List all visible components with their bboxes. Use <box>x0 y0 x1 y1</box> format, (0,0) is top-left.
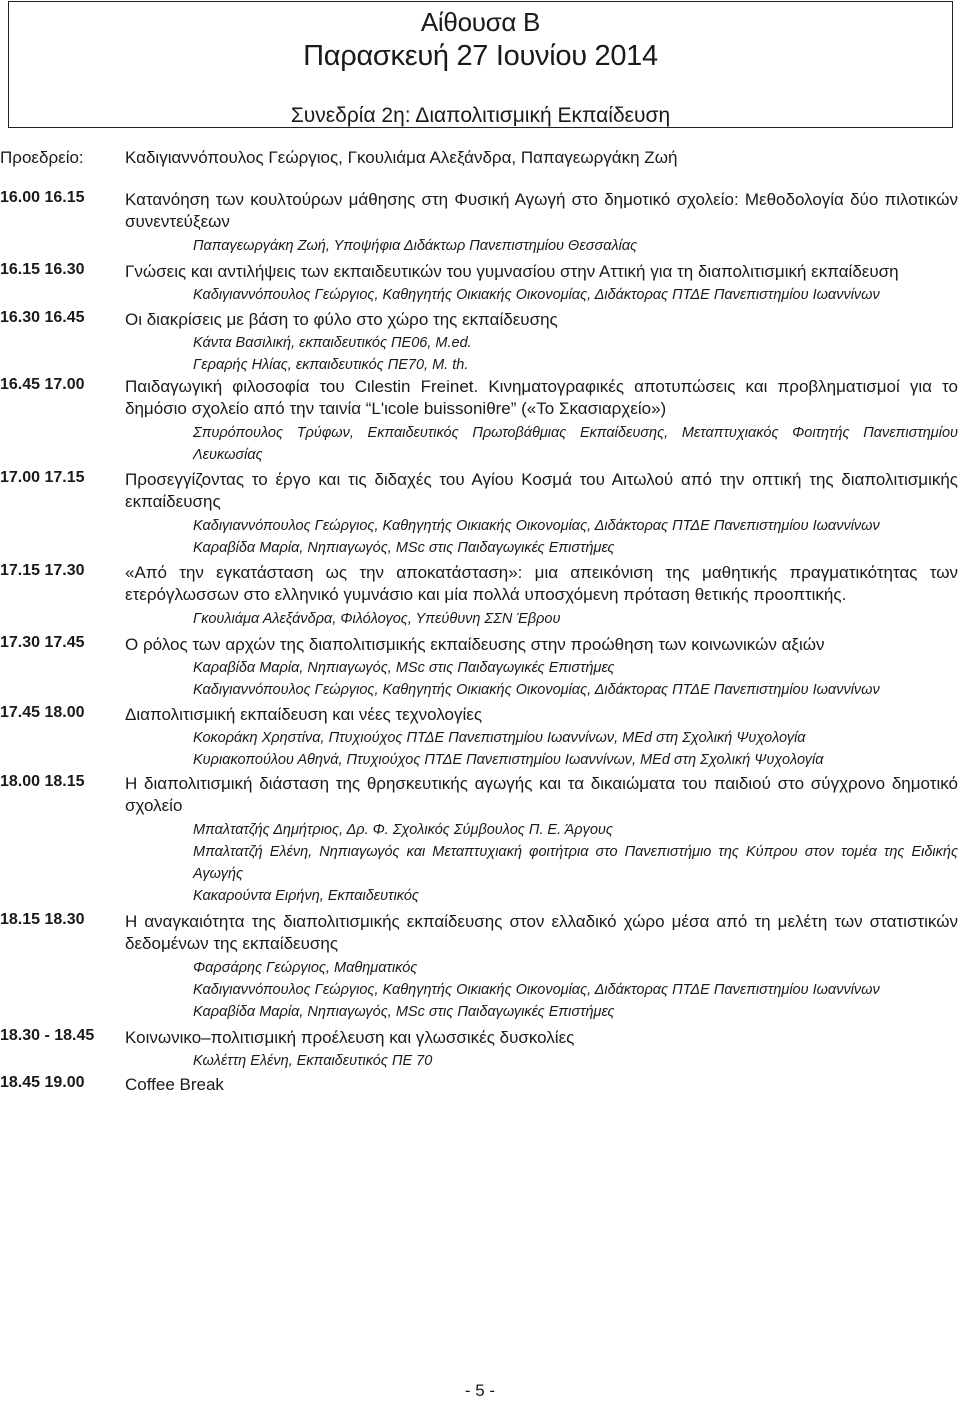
author-list <box>193 727 958 771</box>
author-list <box>193 608 958 630</box>
author-line: Κακαρούντα Ειρήνη, Εκπαιδευτικός <box>193 888 419 904</box>
talk-title: Γνώσεις και αντιλήψεις των εκπαιδευτικών του γυμνασίου στην Αττική για τη διαπολιτισμική εκπαίδευση <box>125 262 899 281</box>
talk-title: Παιδαγωγική φιλοσοφία του Cιlestin Freinet. Κινηματογραφικές αποτυπώσεις και προβληματισμοί για το δημόσιο σχολείο από την ταινία “L'ιcole buissoniθre” («Το Σκασιαρχείο») <box>125 377 958 418</box>
author-line: Σπυρόπουλος Τρύφων, Εκπαιδευτικός Πρωτοβάθμιας Εκπαίδευσης, Μεταπτυχιακός Φοιτητής Πανεπιστημίου Λευκωσίας <box>193 425 958 463</box>
slot-time: 17.45 18.00 <box>0 704 85 721</box>
slot-time: 18.00 18.15 <box>0 773 85 790</box>
author-line: Φαρσάρης Γεώργιος, Μαθηματικός <box>193 960 418 976</box>
slot-time: 18.15 18.30 <box>0 911 85 928</box>
room-label: Αίθουσα Β <box>420 7 541 37</box>
talk-title: Κοινωνικο–πολιτισμική προέλευση και γλωσσικές δυσκολίες <box>125 1028 575 1047</box>
slot-time: 17.30 17.45 <box>0 634 85 651</box>
author-line: Καδιγιαννόπουλος Γεώργιος, Καθηγητής Οικιακής Οικονομίας, Διδάκτορας ΠΤΔΕ Πανεπιστημίου Ιωαννίνων <box>193 982 880 998</box>
author-list <box>193 1050 958 1072</box>
author-line: Γκουλιάμα Αλεξάνδρα, Φιλόλογος, Υπεύθυνη ΣΣΝ Έβρου <box>193 611 561 627</box>
chair-label: Προεδρείο: <box>0 148 84 167</box>
author-line: Γεραρής Ηλίας, εκπαιδευτικός ΠΕ70, M. th. <box>193 357 469 373</box>
author-line: Καραβίδα Μαρία, Νηπιαγωγός, MSc στις Παιδαγωγικές Επιστήμες <box>193 1004 615 1020</box>
slot-time: 16.00 16.15 <box>0 189 85 206</box>
author-list <box>193 819 958 907</box>
author-line: Παπαγεωργάκη Ζωή, Υποψήφια Διδάκτωρ Πανεπιστημίου Θεσσαλίας <box>193 238 638 254</box>
talk-title: Διαπολιτισμική εκπαίδευση και νέες τεχνολογίες <box>125 705 483 724</box>
talk-title: Coffee Break <box>125 1075 224 1094</box>
author-list <box>193 515 958 559</box>
slot-time: 18.30 - 18.45 <box>0 1027 95 1044</box>
author-line: Καδιγιαννόπουλος Γεώργιος, Καθηγητής Οικιακής Οικονομίας, Διδάκτορας ΠΤΔΕ Πανεπιστημίου Ιωαννίνων <box>193 287 880 303</box>
author-line: Καδιγιαννόπουλος Γεώργιος, Καθηγητής Οικιακής Οικονομίας, Διδάκτορας ΠΤΔΕ Πανεπιστημίου Ιωαννίνων <box>193 518 880 534</box>
talk-title: Προσεγγίζοντας το έργο και τις διδαχές του Αγίου Κοσμά του Αιτωλού από την οπτική της διαπολιτισμικής εκπαίδευσης <box>125 470 958 511</box>
author-list <box>193 422 958 466</box>
talk-title: Ο ρόλος των αρχών της διαπολιτισμικής εκπαίδευσης στην προώθηση των κοινωνικών αξιών <box>125 635 825 654</box>
slot-time: 16.15 16.30 <box>0 261 85 278</box>
author-line: Κοκοράκη Χρηστίνα, Πτυχιούχος ΠΤΔΕ Πανεπιστημίου Ιωαννίνων, MEd στη Σχολική Ψυχολογία <box>193 730 806 746</box>
slot-time: 18.45 19.00 <box>0 1074 85 1091</box>
slot-time: 16.30 16.45 <box>0 309 85 326</box>
session-title <box>9 104 952 128</box>
author-line: Κάντα Βασιλική, εκπαιδευτικός ΠΕ06, M.ed. <box>193 335 472 351</box>
date-label: Παρασκευή 27 Ιουνίου 2014 <box>303 40 658 72</box>
slot-time: 17.00 17.15 <box>0 469 85 486</box>
talk-title: Κατανόηση των κουλτούρων μάθησης στη Φυσική Αγωγή στο δημοτικό σχολείο: Μεθοδολογία δύο πιλοτικών συνεντεύξεων <box>125 190 958 231</box>
author-line: Κωλέττη Ελένη, Εκπαιδευτικός ΠΕ 70 <box>193 1053 433 1069</box>
talk-title: Η αναγκαιότητα της διαπολιτισμικής εκπαίδευσης στον ελλαδικό χώρο μέσα από τη μελέτη των στατιστικών δεδομένων της εκπαίδευσης <box>125 912 958 953</box>
chair-names: Καδιγιαννόπουλος Γεώργιος, Γκουλιάμα Αλεξάνδρα, Παπαγεωργάκη Ζωή <box>125 148 678 167</box>
author-list <box>193 957 958 1023</box>
page-number: - 5 - <box>464 1381 496 1400</box>
header-box <box>8 1 953 128</box>
session-title-text: Συνεδρία 2η: Διαπολιτισμική Εκπαίδευση <box>290 104 671 127</box>
author-line: Καδιγιαννόπουλος Γεώργιος, Καθηγητής Οικιακής Οικονομίας, Διδάκτορας ΠΤΔΕ Πανεπιστημίου Ιωαννίνων <box>193 682 880 698</box>
talk-title: Η διαπολιτισμική διάσταση της θρησκευτικής αγωγής και τα δικαιώματα του παιδιού στο σύγχρονο δημοτικό σχολείο <box>125 774 958 815</box>
author-list <box>193 657 958 701</box>
author-list <box>193 332 958 376</box>
author-line: Καραβίδα Μαρία, Νηπιαγωγός, MSc στις Παιδαγωγικές Επιστήμες <box>193 540 615 556</box>
author-line: Καραβίδα Μαρία, Νηπιαγωγός, MSc στις Παιδαγωγικές Επιστήμες <box>193 660 615 676</box>
talk-title: Οι διακρίσεις με βάση το φύλο στο χώρο της εκπαίδευσης <box>125 310 558 329</box>
author-list <box>193 235 958 257</box>
slot-time: 16.45 17.00 <box>0 376 85 393</box>
author-line: Κυριακοπούλου Αθηνά, Πτυχιούχος ΠΤΔΕ Πανεπιστημίου Ιωαννίνων, MEd στη Σχολική Ψυχολογία <box>193 752 824 768</box>
slot-time: 17.15 17.30 <box>0 562 85 579</box>
author-line: Μπαλτατζής Δημήτριος, Δρ. Φ. Σχολικός Σύμβουλος Π. Ε. Άργους <box>193 822 613 838</box>
talk-title: «Από την εγκατάσταση ως την αποκατάσταση»: μια απεικόνιση της μαθητικής πραγματικότητας των ετερόγλωσσων στο ελληνικό γυμνάσιο και μία πολλά υποσχόμενη πρόταση θετικής προοπτικής. <box>125 563 958 604</box>
author-list <box>193 284 958 306</box>
author-line: Μπαλτατζή Ελένη, Νηπιαγωγός και Μεταπτυχιακή φοιτήτρια στο Πανεπιστήμιο της Κύπρου στον τομέα της Ειδικής Αγωγής <box>193 844 958 882</box>
